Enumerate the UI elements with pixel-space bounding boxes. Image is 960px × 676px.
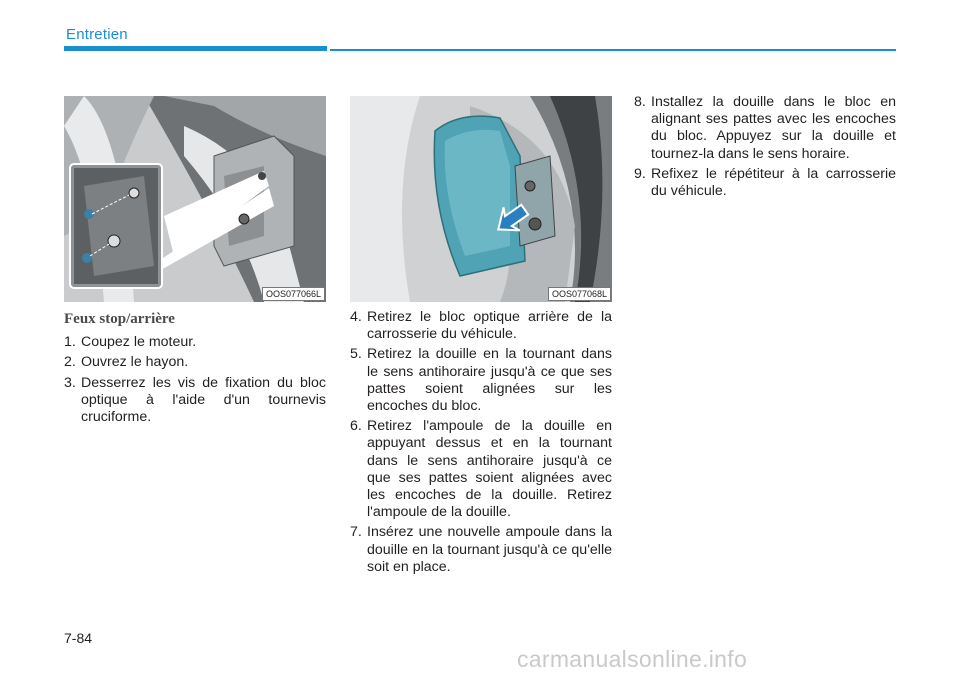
section-title: Entretien (66, 26, 128, 43)
figure-code: OOS077066L (262, 287, 325, 301)
header-rule-thick (64, 46, 327, 51)
figure-screws (64, 96, 326, 302)
step-item: 1. Coupez le moteur. (64, 334, 197, 351)
tail-lamp-socket-illustration (350, 96, 612, 302)
step-item: 7. Insérez une nouvelle ampoule dans la douille en la tournant jusqu'à ce qu'elle soit en place. (350, 524, 612, 575)
figure-code: OOS077068L (548, 287, 611, 301)
step-item: 4. Retirez le bloc optique arrière de la carrosserie du véhicule. (350, 309, 612, 343)
right-column (634, 94, 896, 203)
step-item: 5. Retirez la douille en la tournant dans le sens antihoraire jusqu'à ce que ses pattes soient alignées sur les encoches du bloc. (350, 346, 612, 415)
step-item: 3. Desserrez les vis de fixation du bloc optique à l'aide d'un tournevis cruciforme. (64, 374, 326, 426)
page-number: 7-84 (64, 630, 93, 646)
section-subheading: Feux stop/arrière (64, 311, 175, 327)
header-rule-thin (330, 49, 896, 51)
step-list (64, 334, 326, 426)
step-list (350, 309, 612, 576)
tail-lamp-screws-illustration (64, 96, 326, 302)
left-column (64, 311, 326, 429)
figure-socket (350, 96, 612, 302)
step-item: 8. Installez la douille dans le bloc en alignant ses pattes avec les encoches du bloc. Appuyez sur la douille et tournez-la dans le sens horaire. (634, 94, 896, 162)
watermark: carmanualsonline.info (517, 646, 748, 672)
step-item: 6. Retirez l'ampoule de la douille en appuyant dessus et en la tournant dans le sens antihoraire jusqu'à ce que ses pattes soient alignées avec les encoches de la douille. Retirez l'ampoule de la douille. (350, 418, 612, 521)
middle-column (350, 309, 612, 579)
step-item: 9. Refixez le répétiteur à la carrosserie du véhicule. (634, 165, 896, 200)
step-list (634, 94, 896, 200)
step-item: 2. Ouvrez le hayon. (64, 354, 189, 371)
